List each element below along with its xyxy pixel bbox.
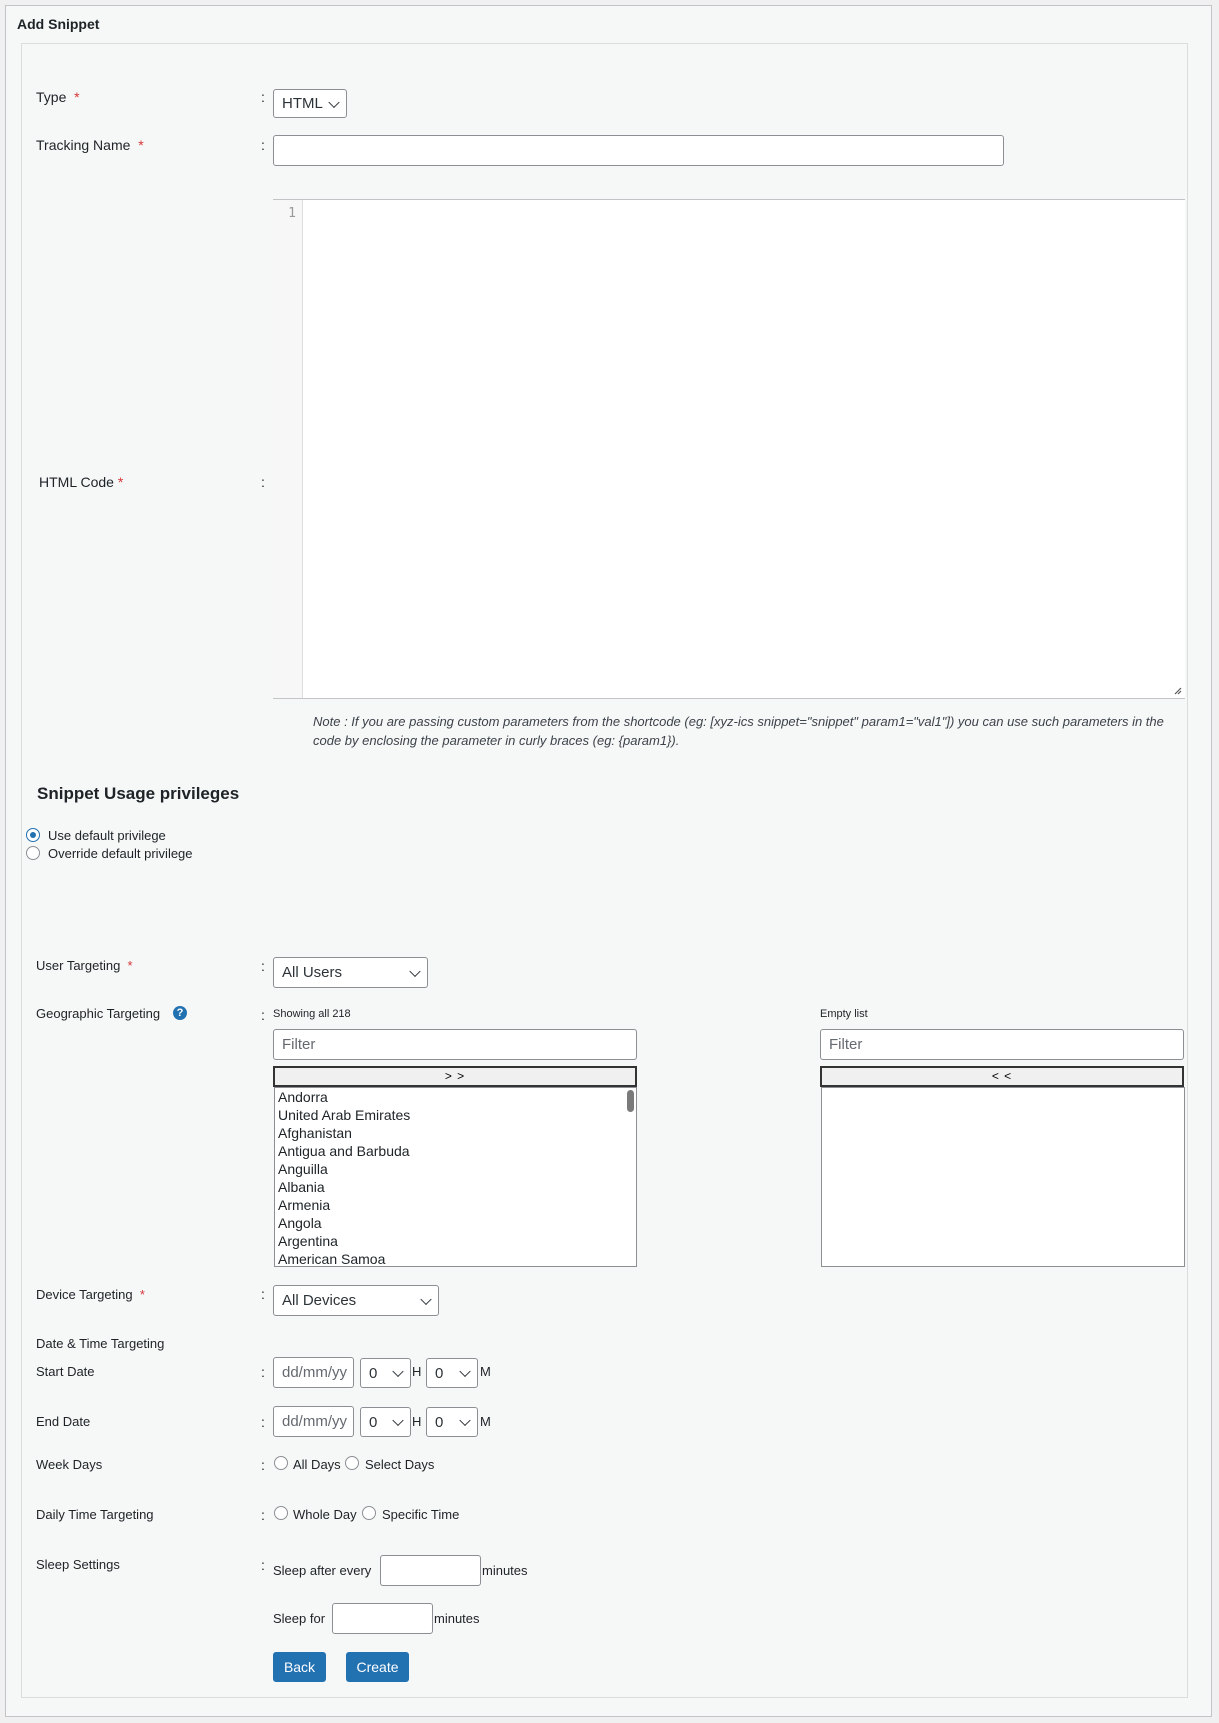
- week-days-label: Week Days: [36, 1457, 103, 1472]
- colon: :: [261, 1286, 265, 1302]
- back-button[interactable]: Back: [273, 1652, 326, 1682]
- start-date-label: Start Date: [36, 1364, 95, 1379]
- fieldset-legend: Add Snippet: [17, 16, 100, 32]
- privileges-heading: Snippet Usage privileges: [37, 784, 240, 803]
- end-date-label: End Date: [36, 1414, 91, 1429]
- type-select[interactable]: HTML: [273, 89, 347, 118]
- selected-filter-input[interactable]: Filter: [820, 1029, 1184, 1060]
- sleep-for-input[interactable]: [332, 1603, 433, 1634]
- whole-day-radio[interactable]: [274, 1506, 288, 1520]
- html-code-label: HTML Code *: [39, 474, 124, 490]
- country-option[interactable]: United Arab Emirates: [278, 1107, 411, 1123]
- available-filter-input[interactable]: Filter: [273, 1029, 637, 1060]
- select-days-radio[interactable]: [345, 1456, 359, 1470]
- available-list-status: Showing all 218: [273, 1008, 351, 1020]
- country-option[interactable]: Albania: [278, 1179, 325, 1195]
- help-icon[interactable]: ?: [173, 1006, 187, 1020]
- country-option[interactable]: Antigua and Barbuda: [278, 1143, 410, 1159]
- colon: :: [261, 1507, 265, 1523]
- override-privilege-radio[interactable]: [26, 846, 40, 860]
- specific-time-label: Specific Time: [382, 1507, 460, 1522]
- country-option[interactable]: Armenia: [278, 1197, 331, 1213]
- line-number-gutter: 1: [273, 200, 303, 698]
- chevron-down-icon: [392, 1415, 403, 1426]
- end-minute-select[interactable]: 0: [426, 1407, 478, 1437]
- all-days-radio[interactable]: [274, 1456, 288, 1470]
- chevron-down-icon: [420, 1293, 431, 1304]
- tracking-name-label: Tracking Name *: [36, 137, 144, 153]
- end-hour-select[interactable]: 0: [360, 1407, 411, 1437]
- user-targeting-select[interactable]: All Users: [273, 957, 428, 988]
- sleep-for-prefix: Sleep for: [273, 1611, 326, 1626]
- chevron-down-icon: [409, 965, 420, 976]
- sleep-settings-label: Sleep Settings: [36, 1557, 120, 1572]
- country-option[interactable]: Afghanistan: [278, 1125, 352, 1141]
- colon: :: [261, 89, 265, 105]
- geo-targeting-label: Geographic Targeting: [36, 1006, 161, 1021]
- selected-list-status: Empty list: [820, 1008, 868, 1020]
- colon: :: [261, 1457, 265, 1473]
- colon: :: [261, 1364, 265, 1380]
- hour-unit: H: [412, 1414, 422, 1429]
- select-days-label: Select Days: [365, 1457, 435, 1472]
- minute-unit: M: [480, 1364, 491, 1379]
- colon: :: [261, 1414, 265, 1430]
- resize-handle-icon[interactable]: [1174, 687, 1182, 695]
- daily-time-label: Daily Time Targeting: [36, 1507, 154, 1522]
- create-button[interactable]: Create: [346, 1652, 409, 1682]
- colon: :: [261, 1007, 265, 1023]
- country-option[interactable]: Andorra: [278, 1089, 328, 1105]
- country-option[interactable]: Angola: [278, 1215, 322, 1231]
- type-label: Type *: [36, 89, 80, 105]
- specific-time-radio[interactable]: [362, 1506, 376, 1520]
- chevron-down-icon: [459, 1415, 470, 1426]
- override-privilege-label: Override default privilege: [48, 846, 193, 861]
- country-option[interactable]: American Samoa: [278, 1251, 386, 1267]
- start-date-input[interactable]: dd/mm/yy: [273, 1357, 354, 1388]
- scrollbar-thumb[interactable]: [627, 1090, 634, 1112]
- shortcode-note: Note : If you are passing custom parameters from the shortcode (eg: [xyz-ics snippet="snippet" param1="val1"]) you can use such parameters in the code by enclosing the parameter in curly braces (eg: {param1}).: [313, 714, 1164, 748]
- chevron-down-icon: [392, 1366, 403, 1377]
- sleep-for-suffix: minutes: [434, 1611, 480, 1626]
- sleep-after-input[interactable]: [380, 1555, 481, 1586]
- colon: :: [261, 474, 265, 490]
- country-option[interactable]: Anguilla: [278, 1161, 328, 1177]
- start-hour-select[interactable]: 0: [360, 1358, 411, 1388]
- move-all-right-button[interactable]: > >: [273, 1066, 637, 1087]
- chevron-down-icon: [459, 1366, 470, 1377]
- end-date-input[interactable]: dd/mm/yy: [273, 1406, 354, 1437]
- colon: :: [261, 137, 265, 153]
- minute-unit: M: [480, 1414, 491, 1429]
- colon: :: [261, 958, 265, 974]
- sleep-after-prefix: Sleep after every: [273, 1563, 372, 1578]
- all-days-label: All Days: [293, 1457, 341, 1472]
- whole-day-label: Whole Day: [293, 1507, 357, 1522]
- tracking-name-input[interactable]: [273, 135, 1004, 166]
- device-targeting-select[interactable]: All Devices: [273, 1285, 439, 1316]
- colon: :: [261, 1557, 265, 1573]
- selected-countries-list[interactable]: [821, 1087, 1185, 1267]
- html-code-editor[interactable]: [273, 199, 1185, 699]
- sleep-after-suffix: minutes: [482, 1563, 528, 1578]
- chevron-down-icon: [328, 96, 339, 107]
- start-minute-select[interactable]: 0: [426, 1358, 478, 1388]
- hour-unit: H: [412, 1364, 422, 1379]
- default-privilege-radio[interactable]: [26, 828, 40, 842]
- datetime-heading: Date & Time Targeting: [36, 1336, 165, 1351]
- default-privilege-label: Use default privilege: [48, 828, 166, 843]
- available-countries-list[interactable]: [274, 1087, 637, 1267]
- country-option[interactable]: Argentina: [278, 1233, 338, 1249]
- move-all-left-button[interactable]: < <: [820, 1066, 1184, 1087]
- user-targeting-label: User Targeting *: [36, 958, 133, 973]
- device-targeting-label: Device Targeting *: [36, 1287, 145, 1302]
